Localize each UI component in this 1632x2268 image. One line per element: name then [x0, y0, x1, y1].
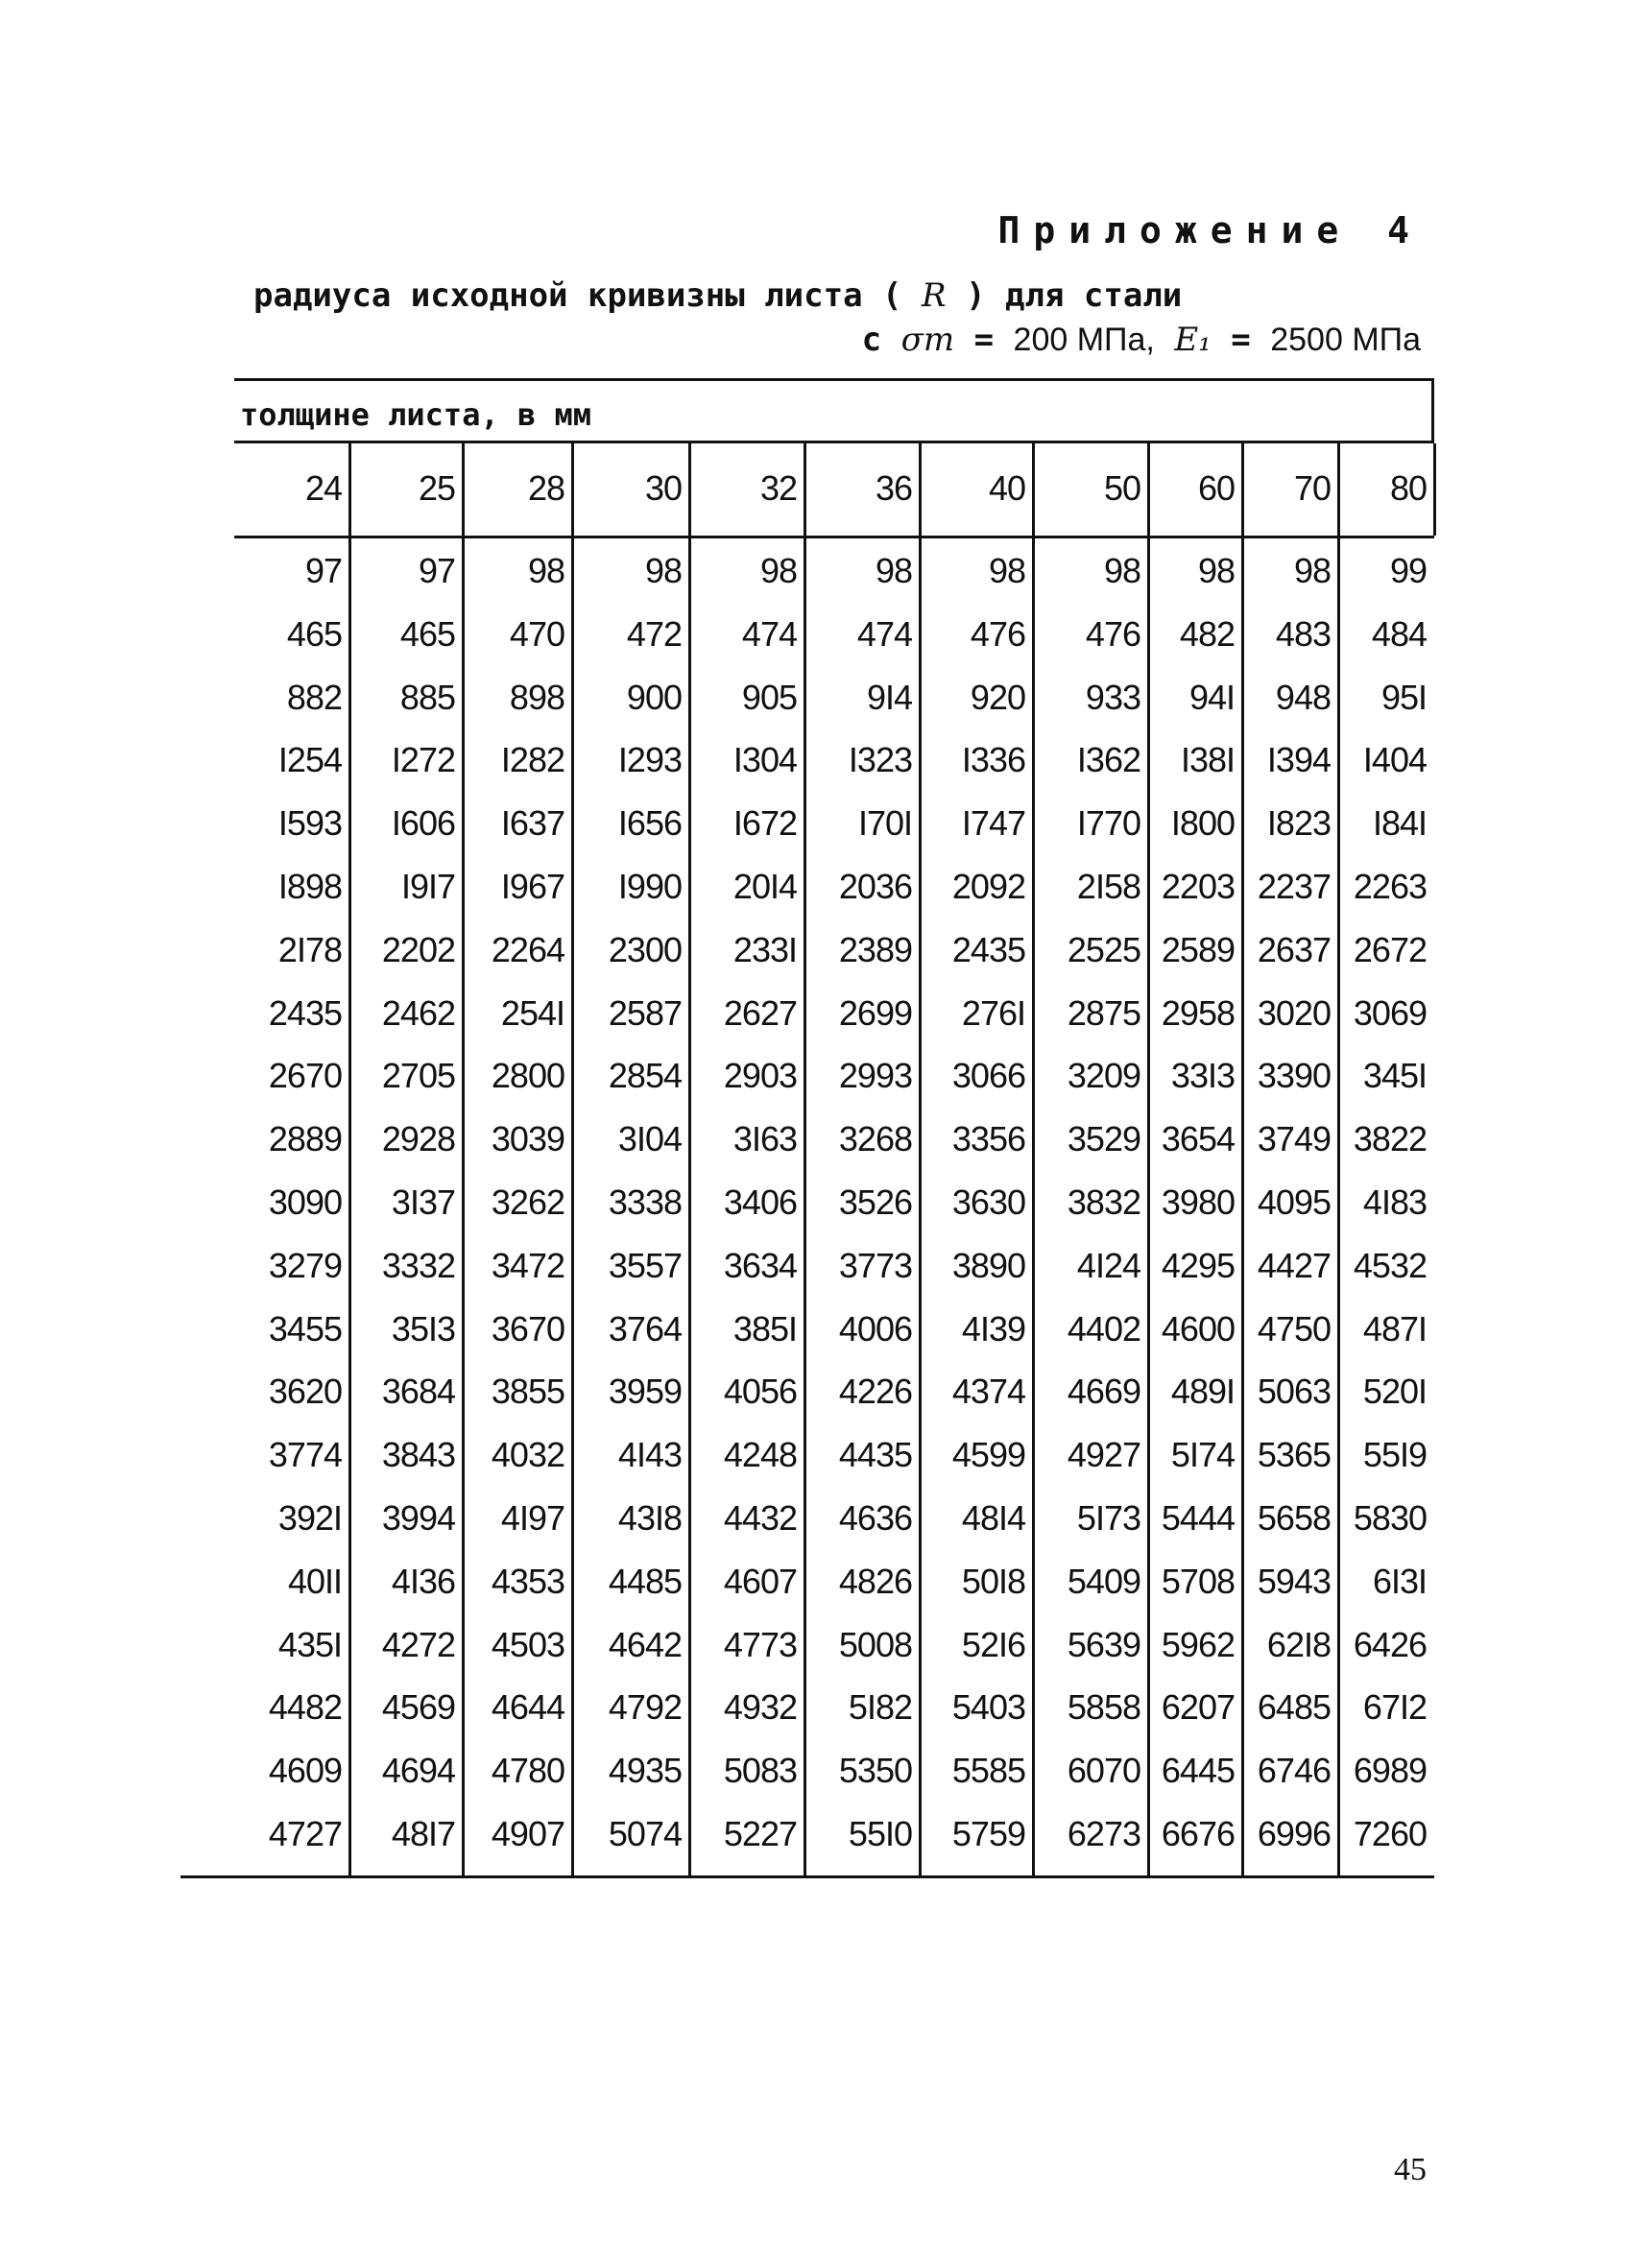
- table-cell: 3039: [491, 1119, 564, 1159]
- table-cell: 4I36: [391, 1561, 455, 1601]
- table-cell: 3066: [951, 1056, 1025, 1096]
- table-cell: I770: [1076, 803, 1140, 844]
- table-cell: 2203: [1161, 867, 1235, 906]
- table-cell: 6I3I: [1372, 1561, 1427, 1601]
- table-cell: 6989: [1353, 1751, 1427, 1791]
- table-cell: 4636: [838, 1498, 912, 1538]
- table-cell: 2237: [1257, 867, 1331, 906]
- table-cell: 2263: [1353, 867, 1427, 906]
- table-cell: 4006: [838, 1308, 912, 1349]
- table-cell: I362: [1076, 740, 1140, 780]
- table-cell: 465: [286, 613, 342, 654]
- table-cell: 4750: [1257, 1308, 1331, 1349]
- thickness-header-label: толщине листа, в мм: [240, 396, 592, 433]
- table-cell: 98: [875, 551, 912, 590]
- table-cell: 489I: [1170, 1372, 1235, 1412]
- table-cell: 3630: [951, 1182, 1025, 1222]
- table-cell: 2670: [268, 1056, 342, 1096]
- table-cell: 2672: [1353, 929, 1427, 969]
- table-cell: 4600: [1161, 1308, 1235, 1349]
- table-cell: 4927: [1067, 1435, 1140, 1475]
- table-cell: 920: [970, 677, 1025, 717]
- table-cell: 97: [304, 551, 342, 590]
- header-divider: [234, 536, 1434, 538]
- table-cell: I823: [1266, 803, 1331, 844]
- table-cell: I747: [961, 803, 1025, 844]
- table-cell: 520I: [1362, 1372, 1427, 1412]
- table-cell: 465: [399, 613, 455, 654]
- table-cell: 3356: [951, 1119, 1025, 1159]
- table-cell: 4226: [838, 1372, 912, 1412]
- table-cell: I38I: [1180, 740, 1235, 780]
- table-cell: 2637: [1257, 929, 1331, 969]
- table-cell: 6676: [1161, 1814, 1235, 1853]
- table-cell: 3764: [608, 1308, 682, 1349]
- table-cell: 5759: [951, 1814, 1025, 1853]
- table-cell: 2300: [608, 929, 682, 969]
- table-cell: 4907: [491, 1814, 564, 1853]
- table-cell: 4482: [268, 1687, 342, 1728]
- table-title-line-2: [862, 321, 1421, 359]
- table-cell: 4432: [723, 1498, 797, 1538]
- table-cell: 5350: [838, 1751, 912, 1791]
- table-cell: 476: [1085, 613, 1140, 654]
- table-cell: I272: [391, 740, 455, 780]
- table-cell: 476: [970, 613, 1025, 654]
- table-cell: 5858: [1067, 1687, 1140, 1728]
- table-cell: 5083: [723, 1751, 797, 1791]
- table-cell: 5063: [1257, 1372, 1331, 1412]
- table-cell: 885: [399, 677, 455, 717]
- table-cell: 2875: [1067, 992, 1140, 1033]
- table-cell: I293: [617, 740, 682, 780]
- table-cell: 20I4: [732, 867, 797, 906]
- table-cell: 6746: [1257, 1751, 1331, 1791]
- table-cell: 2525: [1067, 929, 1140, 969]
- table-cell: 2903: [723, 1056, 797, 1096]
- table-cell: 3684: [381, 1372, 455, 1412]
- table-cell: 3774: [268, 1435, 342, 1475]
- table-cell: 2705: [381, 1056, 455, 1096]
- table-cell: 35I3: [391, 1308, 455, 1349]
- table-cell: 48I7: [391, 1814, 455, 1853]
- table-cell: 2435: [268, 992, 342, 1033]
- table-cell: 5962: [1161, 1624, 1235, 1664]
- table-cell: 33I3: [1170, 1056, 1235, 1096]
- table-cell: 4609: [268, 1751, 342, 1791]
- table-cell: 2202: [381, 929, 455, 969]
- table-cell: 3209: [1067, 1056, 1140, 1096]
- table-cell: 3654: [1161, 1119, 1235, 1159]
- table-cell: 487I: [1362, 1308, 1427, 1349]
- table-cell: 385I: [732, 1308, 797, 1349]
- table-cell: 4272: [381, 1624, 455, 1664]
- table-cell: 4727: [268, 1814, 342, 1853]
- table-cell: 3I37: [391, 1182, 455, 1222]
- table-cell: 2627: [723, 992, 797, 1033]
- table-cell: 882: [286, 677, 342, 717]
- table-cell: 4I97: [500, 1498, 564, 1538]
- table-cell: 5I73: [1076, 1498, 1140, 1538]
- table-cell: 7260: [1353, 1814, 1427, 1853]
- table-cell: 48I4: [961, 1498, 1025, 1538]
- table-cell: 97: [418, 551, 455, 590]
- table-cell: 5585: [951, 1751, 1025, 1791]
- table-cell: 3020: [1257, 992, 1331, 1033]
- column-header: 36: [875, 468, 912, 508]
- table-cell: 2589: [1161, 929, 1235, 969]
- table-cell: 40II: [287, 1561, 342, 1601]
- table-cell: 98: [1103, 551, 1140, 590]
- table-cell: 99: [1389, 551, 1427, 590]
- table-cell: 4599: [951, 1435, 1025, 1475]
- table-cell: 2800: [491, 1056, 564, 1096]
- table-cell: 3390: [1257, 1056, 1331, 1096]
- table-cell: 2993: [838, 1056, 912, 1096]
- table-cell: 52I6: [961, 1624, 1025, 1664]
- table-cell: 483: [1275, 613, 1331, 654]
- table-cell: 2854: [608, 1056, 682, 1096]
- modulus-symbol: E₁: [1174, 321, 1212, 359]
- table-cell: 4374: [951, 1372, 1025, 1412]
- table-cell: 2928: [381, 1119, 455, 1159]
- table-cell: 2699: [838, 992, 912, 1033]
- table-cell: 3994: [381, 1498, 455, 1538]
- table-cell: 5943: [1257, 1561, 1331, 1601]
- table-cell: 5658: [1257, 1498, 1331, 1538]
- radius-symbol: R: [922, 276, 947, 315]
- table-cell: 3069: [1353, 992, 1427, 1033]
- table-cell: 55I0: [848, 1814, 912, 1853]
- table-cell: I606: [391, 803, 455, 844]
- equals-sign-1: =: [973, 321, 995, 359]
- column-header: 30: [644, 468, 682, 508]
- table-cell: I304: [732, 740, 797, 780]
- table-cell: 5008: [838, 1624, 912, 1664]
- table-cell: 4427: [1257, 1245, 1331, 1285]
- table-cell: I282: [500, 740, 564, 780]
- table-cell: 3634: [723, 1245, 797, 1285]
- table-cell: 435I: [277, 1624, 342, 1664]
- table-cell: 98: [1197, 551, 1235, 590]
- appendix-label: Приложение 4: [997, 209, 1423, 251]
- table-cell: 472: [626, 613, 682, 654]
- table-cell: 4I43: [617, 1435, 682, 1475]
- table-cell: 3822: [1353, 1119, 1427, 1159]
- title-prefix: с: [861, 321, 882, 359]
- table-cell: I404: [1362, 740, 1427, 780]
- table-cell: 3890: [951, 1245, 1025, 1285]
- table-cell: 3670: [491, 1308, 564, 1349]
- table-cell: 3I63: [732, 1119, 797, 1159]
- table-cell: 62I8: [1266, 1624, 1331, 1664]
- table-cell: 4295: [1161, 1245, 1235, 1285]
- table-cell: 4503: [491, 1624, 564, 1664]
- table-cell: 4032: [491, 1435, 564, 1475]
- table-cell: 4056: [723, 1372, 797, 1412]
- table-cell: 948: [1275, 677, 1331, 717]
- table-cell: I672: [732, 803, 797, 844]
- table-cell: 6485: [1257, 1687, 1331, 1728]
- table-cell: 94I: [1188, 677, 1235, 717]
- table-cell: 4669: [1067, 1372, 1140, 1412]
- table-cell: 4694: [381, 1751, 455, 1791]
- table-cell: 3406: [723, 1182, 797, 1222]
- table-cell: 3855: [491, 1372, 564, 1412]
- table-cell: I967: [500, 867, 564, 906]
- column-header: 80: [1389, 468, 1427, 508]
- table-cell: 3279: [268, 1245, 342, 1285]
- table-cell: 55I9: [1362, 1435, 1427, 1475]
- table-cell: I323: [848, 740, 912, 780]
- column-header: 24: [304, 468, 342, 508]
- table-cell: I9I7: [400, 867, 455, 906]
- table-cell: 233I: [732, 929, 797, 969]
- table-cell: 98: [644, 551, 682, 590]
- table-cell: 2036: [838, 867, 912, 906]
- table-cell: 898: [509, 677, 564, 717]
- table-cell: 345I: [1362, 1056, 1427, 1096]
- table-cell: 5830: [1353, 1498, 1427, 1538]
- column-header: 50: [1103, 468, 1140, 508]
- table-cell: 2462: [381, 992, 455, 1033]
- table-cell: 3557: [608, 1245, 682, 1285]
- table-cell: 4I83: [1362, 1182, 1427, 1222]
- column-header: 32: [759, 468, 797, 508]
- table-cell: 3749: [1257, 1119, 1331, 1159]
- table-cell: 3262: [491, 1182, 564, 1222]
- table-cell: I656: [617, 803, 682, 844]
- table-cell: 4932: [723, 1687, 797, 1728]
- table-cell: 474: [856, 613, 912, 654]
- table-cell: I593: [277, 803, 342, 844]
- table-cell: 3I04: [617, 1119, 682, 1159]
- column-header: 70: [1293, 468, 1331, 508]
- table-cell: 3455: [268, 1308, 342, 1349]
- column-header: 40: [988, 468, 1025, 508]
- table-cell: 4095: [1257, 1182, 1331, 1222]
- table-cell: 254I: [500, 992, 564, 1033]
- table-cell: 6207: [1161, 1687, 1235, 1728]
- table-grid: [234, 443, 1434, 1877]
- column-header: 28: [527, 468, 564, 508]
- table-cell: 3526: [838, 1182, 912, 1222]
- table-cell: 4644: [491, 1687, 564, 1728]
- table-cell: 4532: [1353, 1245, 1427, 1285]
- table-cell: 2092: [951, 867, 1025, 906]
- equals-sign-2: =: [1231, 321, 1251, 359]
- table-cell: 4826: [838, 1561, 912, 1601]
- table-cell: 5708: [1161, 1561, 1235, 1601]
- table-cell: 5403: [951, 1687, 1025, 1728]
- table-title-line-1: [253, 276, 1182, 315]
- title-text-before: радиуса исходной кривизны листа (: [253, 276, 902, 315]
- table-cell: 276I: [961, 992, 1025, 1033]
- table-cell: 3959: [608, 1372, 682, 1412]
- table-cell: 4607: [723, 1561, 797, 1601]
- table-cell: 5639: [1067, 1624, 1140, 1664]
- table-cell: I254: [277, 740, 342, 780]
- page-number: 45: [1394, 2152, 1427, 2187]
- table-cell: 905: [741, 677, 797, 717]
- yield-stress-symbol: σт: [900, 321, 955, 359]
- table-cell: 5444: [1161, 1498, 1235, 1538]
- table-cell: 3832: [1067, 1182, 1140, 1222]
- column-divider: [1433, 443, 1436, 536]
- column-header: 60: [1197, 468, 1235, 508]
- table-cell: 2I78: [277, 929, 342, 969]
- modulus-value: 2500 МПа: [1270, 322, 1421, 358]
- table-cell: 4773: [723, 1624, 797, 1664]
- table-cell: 3980: [1161, 1182, 1235, 1222]
- table-cell: 2I58: [1076, 867, 1140, 906]
- table-cell: 4792: [608, 1687, 682, 1728]
- table-cell: 4780: [491, 1751, 564, 1791]
- table-cell: 3332: [381, 1245, 455, 1285]
- table-cell: 43I8: [617, 1498, 682, 1538]
- table-cell: 3620: [268, 1372, 342, 1412]
- table-cell: 2435: [951, 929, 1025, 969]
- table-cell: 900: [626, 677, 682, 717]
- table-cell: 482: [1179, 613, 1235, 654]
- table-cell: 2264: [491, 929, 564, 969]
- table-cell: 4435: [838, 1435, 912, 1475]
- table-bottom-rule: [180, 1875, 1434, 1878]
- table-cell: 5409: [1067, 1561, 1140, 1601]
- table-cell: 3090: [268, 1182, 342, 1222]
- table-cell: 3472: [491, 1245, 564, 1285]
- table-cell: I637: [500, 803, 564, 844]
- radius-table: [180, 378, 1434, 1879]
- table-cell: I990: [617, 867, 682, 906]
- table-cell: 5227: [723, 1814, 797, 1853]
- table-cell: 3338: [608, 1182, 682, 1222]
- table-cell: 484: [1371, 613, 1427, 654]
- table-cell: I84I: [1372, 803, 1427, 844]
- table-cell: I394: [1266, 740, 1331, 780]
- table-cell: 933: [1085, 677, 1140, 717]
- table-cell: I898: [277, 867, 342, 906]
- table-cell: 4935: [608, 1751, 682, 1791]
- table-cell: 5365: [1257, 1435, 1331, 1475]
- table-cell: 3529: [1067, 1119, 1140, 1159]
- table-cell: I70I: [857, 803, 912, 844]
- table-cell: 2889: [268, 1119, 342, 1159]
- table-cell: 6996: [1257, 1814, 1331, 1853]
- table-cell: 4248: [723, 1435, 797, 1475]
- table-cell: 6426: [1353, 1624, 1427, 1664]
- table-cell: 392I: [277, 1498, 342, 1538]
- table-cell: 50I8: [961, 1561, 1025, 1601]
- table-cell: 470: [509, 613, 564, 654]
- yield-stress-value: 200 МПа,: [1013, 322, 1155, 358]
- table-cell: I336: [961, 740, 1025, 780]
- table-cell: 4402: [1067, 1308, 1140, 1349]
- column-header: 25: [418, 468, 455, 508]
- table-cell: 3268: [838, 1119, 912, 1159]
- table-cell: 67I2: [1362, 1687, 1427, 1728]
- table-cell: 5074: [608, 1814, 682, 1853]
- table-cell: 2587: [608, 992, 682, 1033]
- title-text-after: ) для стали: [966, 276, 1183, 315]
- table-cell: 3843: [381, 1435, 455, 1475]
- table-cell: 4353: [491, 1561, 564, 1601]
- table-cell: I800: [1170, 803, 1235, 844]
- table-group-header: [234, 378, 1434, 443]
- table-cell: 98: [759, 551, 797, 590]
- table-cell: 98: [527, 551, 564, 590]
- table-cell: 95I: [1380, 677, 1427, 717]
- table-cell: 3773: [838, 1245, 912, 1285]
- table-cell: 6273: [1067, 1814, 1140, 1853]
- table-cell: 2958: [1161, 992, 1235, 1033]
- table-cell: 4642: [608, 1624, 682, 1664]
- table-cell: 9I4: [866, 677, 912, 717]
- table-cell: 98: [1293, 551, 1331, 590]
- table-cell: 5I82: [848, 1687, 912, 1728]
- table-cell: 6445: [1161, 1751, 1235, 1791]
- table-cell: 4I39: [961, 1308, 1025, 1349]
- table-cell: 5I74: [1170, 1435, 1235, 1475]
- table-cell: 6070: [1067, 1751, 1140, 1791]
- table-cell: 4569: [381, 1687, 455, 1728]
- table-cell: 4485: [608, 1561, 682, 1601]
- table-cell: 2389: [838, 929, 912, 969]
- table-cell: 474: [741, 613, 797, 654]
- table-cell: 98: [988, 551, 1025, 590]
- table-cell: 4I24: [1076, 1245, 1140, 1285]
